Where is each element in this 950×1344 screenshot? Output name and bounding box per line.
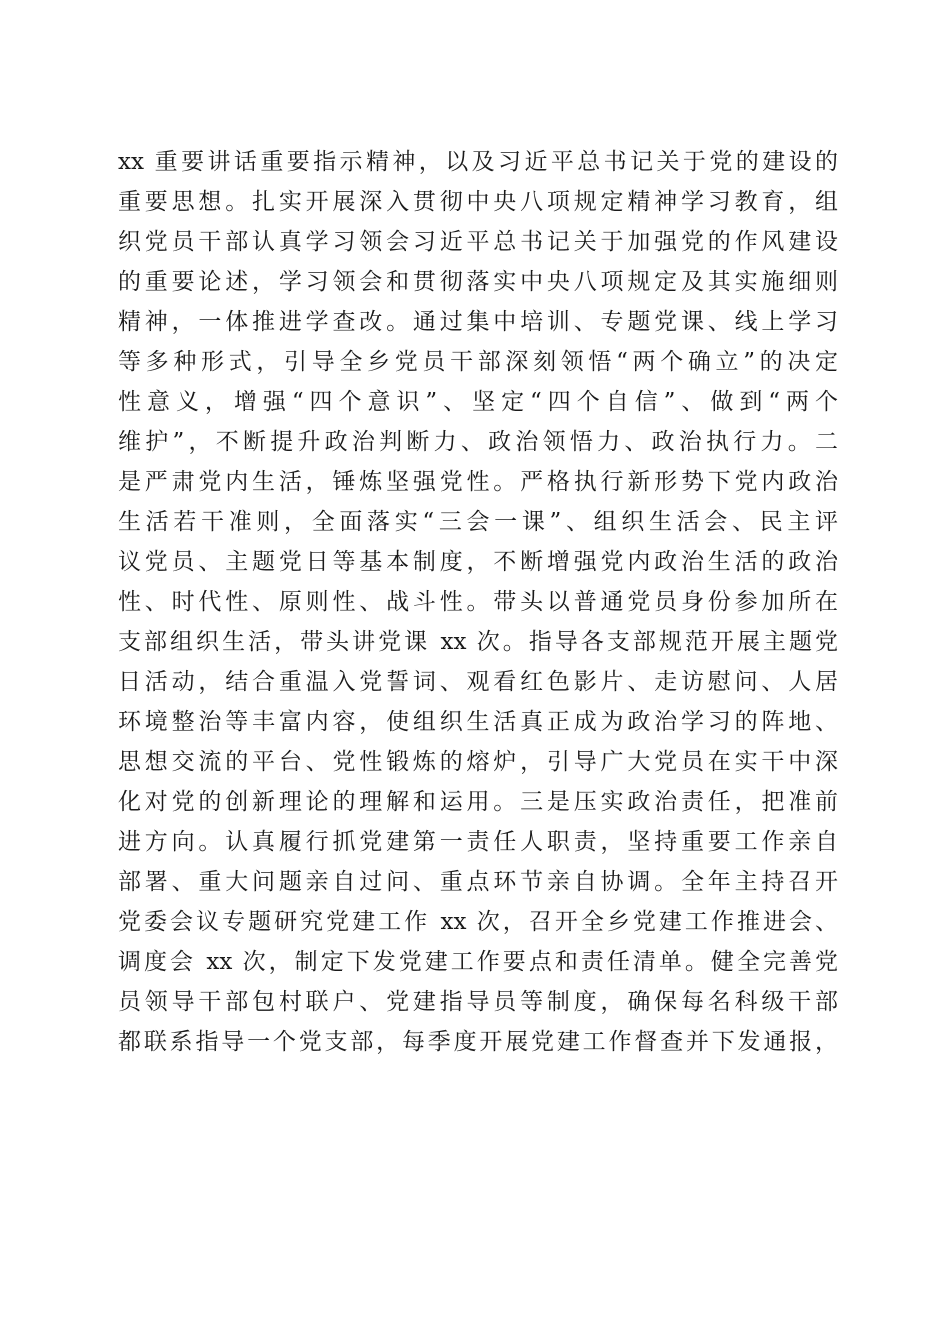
- text-line: 生活若干准则，全面落实“三会一课”、组织生活会、民主评: [118, 509, 838, 535]
- text-line: 都联系指导一个党支部，每季度开展党建工作督查并下发通报，: [118, 1029, 838, 1055]
- text-line: 织党员干部认真学习领会习近平总书记关于加强党的作风建设: [118, 229, 838, 255]
- text-line: 等多种形式，引导全乡党员干部深刻领悟“两个确立”的决定: [118, 349, 838, 375]
- text-line: 环境整治等丰富内容，使组织生活真正成为政治学习的阵地、: [118, 709, 838, 735]
- body-paragraph: [118, 142, 838, 1062]
- text-line: 调度会 xx 次，制定下发党建工作要点和责任清单。健全完善党: [118, 949, 838, 975]
- text-line: 部署、重大问题亲自过问、重点环节亲自协调。全年主持召开: [118, 869, 838, 895]
- text-line: 性、时代性、原则性、战斗性。带头以普通党员身份参加所在: [118, 589, 838, 615]
- text-line: 党委会议专题研究党建工作 xx 次，召开全乡党建工作推进会、: [118, 909, 838, 935]
- text-line: 性意义，增强“四个意识”、坚定“四个自信”、做到“两个: [118, 389, 838, 415]
- text-line: 化对党的创新理论的理解和运用。三是压实政治责任，把准前: [118, 789, 838, 815]
- text-line: 维护”，不断提升政治判断力、政治领悟力、政治执行力。二: [118, 429, 838, 455]
- text-line: 员领导干部包村联户、党建指导员等制度，确保每名科级干部: [118, 989, 838, 1015]
- text-line: 议党员、主题党日等基本制度，不断增强党内政治生活的政治: [118, 549, 838, 575]
- text-line: 支部组织生活，带头讲党课 xx 次。指导各支部规范开展主题党: [118, 629, 838, 655]
- text-line: 重要思想。扎实开展深入贯彻中央八项规定精神学习教育，组: [118, 189, 838, 215]
- text-line: 精神，一体推进学查改。通过集中培训、专题党课、线上学习: [118, 309, 838, 335]
- text-line: 是严肃党内生活，锤炼坚强党性。严格执行新形势下党内政治: [118, 469, 838, 495]
- text-line: 进方向。认真履行抓党建第一责任人职责，坚持重要工作亲自: [118, 829, 838, 855]
- text-line: 的重要论述，学习领会和贯彻落实中央八项规定及其实施细则: [118, 269, 838, 295]
- text-line: xx 重要讲话重要指示精神，以及习近平总书记关于党的建设的: [118, 149, 838, 175]
- text-line: 日活动，结合重温入党誓词、观看红色影片、走访慰问、人居: [118, 669, 838, 695]
- text-line: 思想交流的平台、党性锻炼的熔炉，引导广大党员在实干中深: [118, 749, 838, 775]
